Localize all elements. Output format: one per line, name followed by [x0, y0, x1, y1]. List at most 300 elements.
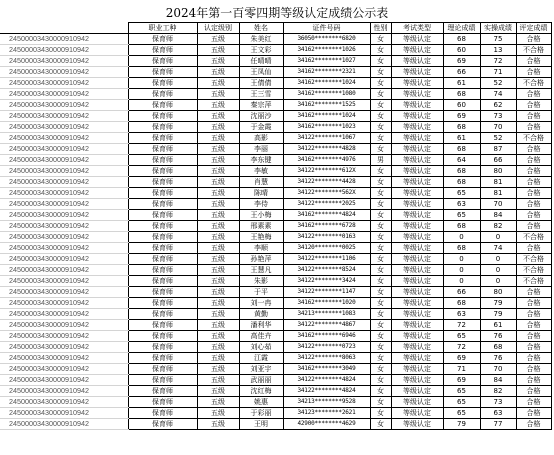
name-cell: 邢素素	[239, 221, 283, 232]
exam-type-cell: 等级认定	[391, 232, 443, 243]
exam-type-cell: 等级认定	[391, 133, 443, 144]
exam-type-cell: 等级认定	[391, 276, 443, 287]
id-number-cell: 34162********1020	[283, 298, 370, 309]
id-number-cell: 34162********1026	[283, 45, 370, 56]
id-number-cell: 34122********1106	[283, 254, 370, 265]
exam-type-cell: 等级认定	[391, 34, 443, 45]
name-cell: 李丽	[239, 144, 283, 155]
practical-score-cell: 76	[480, 353, 516, 364]
table-row	[0, 375, 551, 386]
table-row	[0, 221, 551, 232]
practical-score-cell: 81	[480, 177, 516, 188]
table-row	[0, 155, 551, 166]
name-cell: 刘亚宇	[239, 364, 283, 375]
practical-score-cell: 74	[480, 243, 516, 254]
gender-cell: 女	[370, 309, 391, 320]
gender-cell: 女	[370, 45, 391, 56]
id-number-cell: 34122********1067	[283, 133, 370, 144]
page-title: 2024年第一百零四期等级认定成绩公示表	[165, 6, 389, 20]
id-number-cell: 34122********612X	[283, 166, 370, 177]
occupation-cell: 保育师	[128, 397, 197, 408]
practical-score-cell: 79	[480, 298, 516, 309]
occupation-cell: 保育师	[128, 232, 197, 243]
id-number-cell: 34122********8524	[283, 265, 370, 276]
gender-cell: 女	[370, 342, 391, 353]
level-cell: 五级	[197, 100, 239, 111]
level-cell: 五级	[197, 89, 239, 100]
name-cell: 李侍	[239, 199, 283, 210]
occupation-cell: 保育师	[128, 100, 197, 111]
theory-score-cell: 60	[443, 45, 480, 56]
gender-cell: 女	[370, 408, 391, 419]
result-cell: 合格	[516, 386, 551, 397]
practical-score-cell: 66	[480, 155, 516, 166]
occupation-cell: 保育师	[128, 320, 197, 331]
id-number-cell: 34122********4867	[283, 320, 370, 331]
name-cell: 王艳梅	[239, 232, 283, 243]
column-header-gender: 性别	[370, 23, 391, 34]
theory-score-cell: 0	[443, 276, 480, 287]
theory-score-cell: 64	[443, 155, 480, 166]
occupation-cell: 保育师	[128, 276, 197, 287]
table-row	[0, 419, 551, 430]
occupation-cell: 保育师	[128, 144, 197, 155]
practical-score-cell: 63	[480, 408, 516, 419]
practical-score-cell: 73	[480, 111, 516, 122]
level-cell: 五级	[197, 232, 239, 243]
id-number-cell: 42900********4629	[283, 419, 370, 430]
theory-score-cell: 65	[443, 386, 480, 397]
id-number-cell: 34162********1024	[283, 78, 370, 89]
batch-id-cell: 24500003430000910942	[0, 364, 128, 375]
practical-score-cell: 79	[480, 309, 516, 320]
id-number-cell: 34162********1023	[283, 122, 370, 133]
practical-score-cell: 62	[480, 100, 516, 111]
theory-score-cell: 63	[443, 309, 480, 320]
practical-score-cell: 74	[480, 89, 516, 100]
gender-cell: 女	[370, 78, 391, 89]
column-header-occupation: 职业工种	[128, 23, 197, 34]
level-cell: 五级	[197, 221, 239, 232]
occupation-cell: 保育师	[128, 155, 197, 166]
exam-type-cell: 等级认定	[391, 45, 443, 56]
level-cell: 五级	[197, 397, 239, 408]
table-row	[0, 298, 551, 309]
occupation-cell: 保育师	[128, 364, 197, 375]
practical-score-cell: 0	[480, 232, 516, 243]
theory-score-cell: 68	[443, 89, 480, 100]
id-number-cell: 34122********2025	[283, 199, 370, 210]
result-cell: 不合格	[516, 276, 551, 287]
table-row	[0, 89, 551, 100]
gender-cell: 女	[370, 177, 391, 188]
id-number-cell: 34162********1525	[283, 100, 370, 111]
practical-score-cell: 68	[480, 342, 516, 353]
name-cell: 李敏	[239, 166, 283, 177]
level-cell: 五级	[197, 133, 239, 144]
level-cell: 五级	[197, 331, 239, 342]
table-row	[0, 243, 551, 254]
exam-type-cell: 等级认定	[391, 89, 443, 100]
level-cell: 五级	[197, 386, 239, 397]
occupation-cell: 保育师	[128, 331, 197, 342]
occupation-cell: 保育师	[128, 419, 197, 430]
occupation-cell: 保育师	[128, 265, 197, 276]
occupation-cell: 保育师	[128, 408, 197, 419]
occupation-cell: 保育师	[128, 199, 197, 210]
table-row	[0, 210, 551, 221]
level-cell: 五级	[197, 144, 239, 155]
result-cell: 合格	[516, 111, 551, 122]
practical-score-cell: 82	[480, 221, 516, 232]
level-cell: 五级	[197, 254, 239, 265]
theory-score-cell: 68	[443, 243, 480, 254]
occupation-cell: 保育师	[128, 89, 197, 100]
table-row	[0, 320, 551, 331]
theory-score-cell: 69	[443, 56, 480, 67]
practical-score-cell: 87	[480, 144, 516, 155]
result-cell: 不合格	[516, 78, 551, 89]
level-cell: 五级	[197, 320, 239, 331]
level-cell: 五级	[197, 188, 239, 199]
gender-cell: 女	[370, 210, 391, 221]
batch-id-cell: 24500003430000910942	[0, 133, 128, 144]
table-row	[0, 309, 551, 320]
name-cell: 潘利华	[239, 320, 283, 331]
level-cell: 五级	[197, 67, 239, 78]
gender-cell: 女	[370, 221, 391, 232]
name-cell: 王三雪	[239, 89, 283, 100]
result-cell: 合格	[516, 397, 551, 408]
exam-type-cell: 等级认定	[391, 166, 443, 177]
table-row	[0, 111, 551, 122]
practical-score-cell: 73	[480, 397, 516, 408]
table-row	[0, 122, 551, 133]
id-number-cell: 34122********4828	[283, 144, 370, 155]
occupation-cell: 保育师	[128, 221, 197, 232]
name-cell: 王明	[239, 419, 283, 430]
theory-score-cell: 61	[443, 78, 480, 89]
occupation-cell: 保育师	[128, 67, 197, 78]
name-cell: 孙艳萍	[239, 254, 283, 265]
gender-cell: 女	[370, 265, 391, 276]
batch-id-cell: 24500003430000910942	[0, 265, 128, 276]
gender-cell: 女	[370, 100, 391, 111]
column-header-level: 认定级别	[197, 23, 239, 34]
practical-score-cell: 75	[480, 34, 516, 45]
occupation-cell: 保育师	[128, 56, 197, 67]
result-cell: 合格	[516, 408, 551, 419]
gender-cell: 女	[370, 287, 391, 298]
theory-score-cell: 60	[443, 100, 480, 111]
table-row	[0, 56, 551, 67]
theory-score-cell: 0	[443, 254, 480, 265]
gender-cell: 女	[370, 34, 391, 45]
batch-id-cell: 24500003430000910942	[0, 89, 128, 100]
result-cell: 合格	[516, 353, 551, 364]
practical-score-cell: 82	[480, 386, 516, 397]
exam-type-cell: 等级认定	[391, 419, 443, 430]
table-row	[0, 78, 551, 89]
result-cell: 合格	[516, 298, 551, 309]
table-row	[0, 397, 551, 408]
level-cell: 五级	[197, 298, 239, 309]
occupation-cell: 保育师	[128, 166, 197, 177]
exam-type-cell: 等级认定	[391, 188, 443, 199]
batch-id-cell: 24500003430000910942	[0, 177, 128, 188]
id-number-cell: 34213********9528	[283, 397, 370, 408]
level-cell: 五级	[197, 155, 239, 166]
practical-score-cell: 0	[480, 265, 516, 276]
occupation-cell: 保育师	[128, 353, 197, 364]
gender-cell: 女	[370, 67, 391, 78]
batch-id-cell: 24500003430000910942	[0, 386, 128, 397]
result-cell: 合格	[516, 188, 551, 199]
batch-id-cell: 24500003430000910942	[0, 232, 128, 243]
table-row	[0, 67, 551, 78]
gender-cell: 女	[370, 386, 391, 397]
level-cell: 五级	[197, 177, 239, 188]
batch-id-cell: 24500003430000910942	[0, 199, 128, 210]
name-cell: 武丽丽	[239, 375, 283, 386]
theory-score-cell: 0	[443, 232, 480, 243]
batch-id-cell: 24500003430000910942	[0, 243, 128, 254]
id-number-cell: 34162********1024	[283, 111, 370, 122]
result-cell: 合格	[516, 375, 551, 386]
name-cell: 朱影	[239, 276, 283, 287]
gender-cell: 女	[370, 353, 391, 364]
column-header-result: 评定成绩	[516, 23, 551, 34]
result-cell: 合格	[516, 221, 551, 232]
id-number-cell: 34122********8063	[283, 353, 370, 364]
table-row	[0, 331, 551, 342]
id-number-cell: 34213********1083	[283, 309, 370, 320]
theory-score-cell: 68	[443, 177, 480, 188]
table-body	[0, 34, 551, 430]
theory-score-cell: 68	[443, 166, 480, 177]
occupation-cell: 保育师	[128, 386, 197, 397]
table-row	[0, 386, 551, 397]
batch-id-cell: 24500003430000910942	[0, 100, 128, 111]
gender-cell: 男	[370, 155, 391, 166]
practical-score-cell: 77	[480, 419, 516, 430]
result-cell: 合格	[516, 144, 551, 155]
theory-score-cell: 68	[443, 144, 480, 155]
practical-score-cell: 84	[480, 375, 516, 386]
practical-score-cell: 80	[480, 166, 516, 177]
exam-type-cell: 等级认定	[391, 243, 443, 254]
name-cell: 任晴晴	[239, 56, 283, 67]
theory-score-cell: 66	[443, 287, 480, 298]
name-cell: 王倩倩	[239, 78, 283, 89]
name-cell: 于彩丽	[239, 408, 283, 419]
theory-score-cell: 66	[443, 67, 480, 78]
batch-id-cell: 24500003430000910942	[0, 221, 128, 232]
exam-type-cell: 等级认定	[391, 386, 443, 397]
gender-cell: 女	[370, 397, 391, 408]
gender-cell: 女	[370, 331, 391, 342]
table-row	[0, 364, 551, 375]
batch-id-cell: 24500003430000910942	[0, 397, 128, 408]
name-cell: 江霞	[239, 353, 283, 364]
table-row	[0, 166, 551, 177]
exam-type-cell: 等级认定	[391, 122, 443, 133]
batch-id-cell: 24500003430000910942	[0, 353, 128, 364]
batch-id-cell: 24500003430000910942	[0, 45, 128, 56]
exam-type-cell: 等级认定	[391, 177, 443, 188]
exam-type-cell: 等级认定	[391, 199, 443, 210]
batch-id-cell: 24500003430000910942	[0, 144, 128, 155]
result-cell: 合格	[516, 67, 551, 78]
table-row	[0, 254, 551, 265]
table-row	[0, 265, 551, 276]
gender-cell: 女	[370, 188, 391, 199]
level-cell: 五级	[197, 122, 239, 133]
exam-type-cell: 等级认定	[391, 331, 443, 342]
id-number-cell: 34122********4824	[283, 386, 370, 397]
practical-score-cell: 61	[480, 320, 516, 331]
gender-cell: 女	[370, 320, 391, 331]
theory-score-cell: 68	[443, 122, 480, 133]
column-header-theory-score: 理论成绩	[443, 23, 480, 34]
theory-score-cell: 72	[443, 342, 480, 353]
level-cell: 五级	[197, 287, 239, 298]
level-cell: 五级	[197, 419, 239, 430]
theory-score-cell: 68	[443, 221, 480, 232]
level-cell: 五级	[197, 34, 239, 45]
theory-score-cell: 69	[443, 111, 480, 122]
result-cell: 合格	[516, 419, 551, 430]
theory-score-cell: 72	[443, 320, 480, 331]
theory-score-cell: 63	[443, 199, 480, 210]
gender-cell: 女	[370, 254, 391, 265]
level-cell: 五级	[197, 353, 239, 364]
name-cell: 朱美红	[239, 34, 283, 45]
theory-score-cell: 65	[443, 331, 480, 342]
batch-id-cell: 24500003430000910942	[0, 111, 128, 122]
practical-score-cell: 0	[480, 276, 516, 287]
gender-cell: 女	[370, 56, 391, 67]
result-cell: 合格	[516, 34, 551, 45]
name-cell: 于平	[239, 287, 283, 298]
id-number-cell: 34162********1027	[283, 56, 370, 67]
theory-score-cell: 65	[443, 210, 480, 221]
batch-id-cell: 24500003430000910942	[0, 320, 128, 331]
level-cell: 五级	[197, 265, 239, 276]
exam-type-cell: 等级认定	[391, 210, 443, 221]
gender-cell: 女	[370, 419, 391, 430]
occupation-cell: 保育师	[128, 188, 197, 199]
id-number-cell: 34122********562X	[283, 188, 370, 199]
gender-cell: 女	[370, 364, 391, 375]
result-cell: 合格	[516, 210, 551, 221]
theory-score-cell: 69	[443, 353, 480, 364]
table-row	[0, 199, 551, 210]
theory-score-cell: 61	[443, 133, 480, 144]
theory-score-cell: 65	[443, 397, 480, 408]
batch-id-cell: 24500003430000910942	[0, 210, 128, 221]
batch-id-cell: 24500003430000910942	[0, 408, 128, 419]
name-cell: 李东键	[239, 155, 283, 166]
batch-id-cell: 24500003430000910942	[0, 375, 128, 386]
practical-score-cell: 70	[480, 122, 516, 133]
practical-score-cell: 0	[480, 254, 516, 265]
level-cell: 五级	[197, 210, 239, 221]
gender-cell: 女	[370, 199, 391, 210]
level-cell: 五级	[197, 364, 239, 375]
table-row	[0, 188, 551, 199]
level-cell: 五级	[197, 45, 239, 56]
table-row	[0, 177, 551, 188]
table-row	[0, 232, 551, 243]
theory-score-cell: 79	[443, 419, 480, 430]
column-header-id	[0, 23, 128, 34]
batch-id-cell: 24500003430000910942	[0, 78, 128, 89]
exam-type-cell: 等级认定	[391, 408, 443, 419]
id-number-cell: 34162********4824	[283, 210, 370, 221]
name-cell: 刘一冉	[239, 298, 283, 309]
result-cell: 合格	[516, 155, 551, 166]
name-cell: 姚惠	[239, 397, 283, 408]
batch-id-cell: 24500003430000910942	[0, 67, 128, 78]
batch-id-cell: 24500003430000910942	[0, 287, 128, 298]
name-cell: 王小梅	[239, 210, 283, 221]
name-cell: 陈晴	[239, 188, 283, 199]
gender-cell: 女	[370, 298, 391, 309]
theory-score-cell: 71	[443, 364, 480, 375]
gender-cell: 女	[370, 276, 391, 287]
result-cell: 合格	[516, 320, 551, 331]
practical-score-cell: 72	[480, 56, 516, 67]
result-cell: 不合格	[516, 265, 551, 276]
batch-id-cell: 24500003430000910942	[0, 122, 128, 133]
gender-cell: 女	[370, 89, 391, 100]
batch-id-cell: 24500003430000910942	[0, 254, 128, 265]
result-cell: 不合格	[516, 232, 551, 243]
level-cell: 五级	[197, 243, 239, 254]
exam-type-cell: 等级认定	[391, 56, 443, 67]
practical-score-cell: 70	[480, 199, 516, 210]
level-cell: 五级	[197, 408, 239, 419]
batch-id-cell: 24500003430000910942	[0, 155, 128, 166]
exam-type-cell: 等级认定	[391, 287, 443, 298]
occupation-cell: 保育师	[128, 375, 197, 386]
occupation-cell: 保育师	[128, 133, 197, 144]
result-cell: 不合格	[516, 133, 551, 144]
practical-score-cell: 84	[480, 210, 516, 221]
gender-cell: 女	[370, 111, 391, 122]
occupation-cell: 保育师	[128, 210, 197, 221]
occupation-cell: 保育师	[128, 342, 197, 353]
table-row	[0, 287, 551, 298]
result-cell: 合格	[516, 122, 551, 133]
result-cell: 合格	[516, 287, 551, 298]
exam-type-cell: 等级认定	[391, 254, 443, 265]
result-cell: 合格	[516, 309, 551, 320]
result-cell: 合格	[516, 364, 551, 375]
table-row	[0, 100, 551, 111]
occupation-cell: 保育师	[128, 243, 197, 254]
occupation-cell: 保育师	[128, 309, 197, 320]
exam-type-cell: 等级认定	[391, 111, 443, 122]
gender-cell: 女	[370, 166, 391, 177]
result-cell: 合格	[516, 331, 551, 342]
result-cell: 不合格	[516, 45, 551, 56]
table-header-row	[0, 23, 551, 34]
exam-type-cell: 等级认定	[391, 67, 443, 78]
level-cell: 五级	[197, 56, 239, 67]
name-cell: 高佳卉	[239, 331, 283, 342]
